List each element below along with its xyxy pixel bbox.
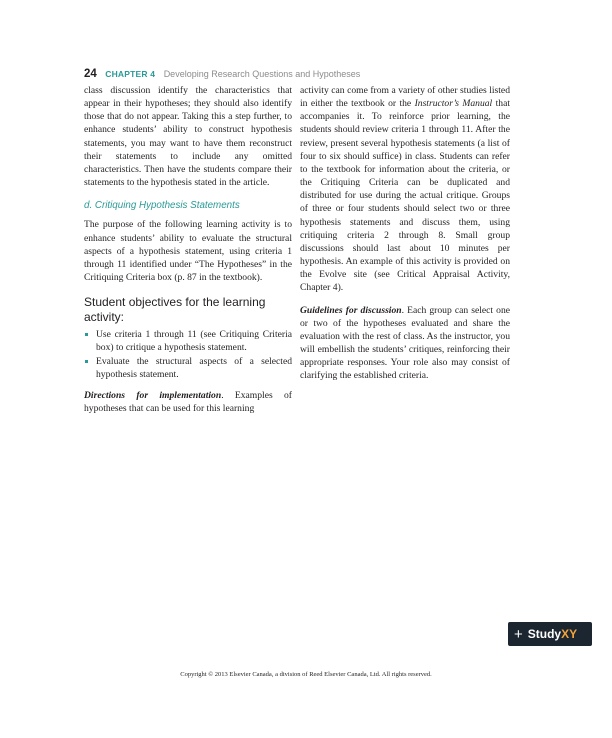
left-column — [84, 84, 292, 415]
running-header — [84, 64, 572, 82]
directions-text: . Examples of hypotheses that can be used for this learning — [84, 389, 292, 414]
directions-paragraph — [84, 389, 292, 415]
brand-accent: XY — [561, 627, 578, 641]
chapter-title: Developing Research Questions and Hypotheses — [163, 69, 361, 79]
right-column — [300, 84, 510, 382]
chapter-label: CHAPTER 4 — [105, 69, 156, 79]
list-item: Use criteria 1 through 11 (see Critiquing Criteria box) to critique a hypothesis statement. — [84, 328, 292, 354]
guidelines-label: Guidelines for discussion — [300, 304, 402, 316]
activity-subheading: d. Critiquing Hypothesis Statements — [84, 200, 240, 212]
objectives-heading: Student objectives for the learning activity: — [84, 295, 266, 324]
directions-label: Directions for implementation — [84, 389, 222, 401]
continuation-paragraph — [300, 84, 510, 295]
continuation-text: activity can come from a variety of other studies listed in either the textbook or the — [300, 85, 510, 110]
purpose-paragraph: The purpose of the following learning activity is to enhance students’ ability to evaluate the structural aspects of a hypothesis statement, using criteria 1 through 11 identified under “The Hypotheses” in the Critiquing Criteria box (p. 87 in the textbook). — [84, 219, 292, 284]
objectives-list — [84, 328, 292, 381]
copyright-footer: Copyright © 2013 Elsevier Canada, a division of Reed Elsevier Canada, Ltd. All rights reserved. — [180, 671, 432, 678]
guidelines-text: . Each group can select one or two of the hypotheses evaluated and share the evaluation with the rest of class. As the instructor, you will embellish the students’ critiques, reinforcing their appropriate responses. Your role also may consist of clarifying the established criteria. — [300, 304, 510, 382]
intro-paragraph: class discussion identify the characteristics that appear in their hypotheses; they should also identify those that do not appear. Taking this a step further, to enhance students’ ability to construct hypothesis statements, you may want to have them reconstruct their statements to include any omitted characteristics. Then have the students compare their statements to the hypothesis stated in the article. — [84, 85, 292, 189]
continuation-text-end: that accompanies it. To reinforce prior learning, the students should review criteria 1 through 11. After the review, present several hypothesis statements (a list of four to six should suffice) in class. Students can refer to the textbook for information about the criteria, or the Critiquing Criteria can be duplicated and distributed for use during the actual critique. Groups of three or four students should select two or three hypothesis statements and discuss them, using critiquing criteria 2 through 8. Small group discussions should last about 10 minutes per hypothesis. An example of this activity is provided on the Evolve site (see Critical Appraisal Activity, Chapter 4). — [300, 98, 510, 294]
guidelines-paragraph — [300, 304, 510, 383]
page-number: 24 — [84, 68, 97, 80]
studyxy-logo — [508, 622, 592, 646]
list-item: Evaluate the structural aspects of a selected hypothesis statement. — [84, 355, 292, 381]
brand-main: Study — [527, 627, 562, 641]
plus-icon: + — [514, 625, 523, 643]
manual-title: Instructor’s Manual — [414, 98, 493, 110]
